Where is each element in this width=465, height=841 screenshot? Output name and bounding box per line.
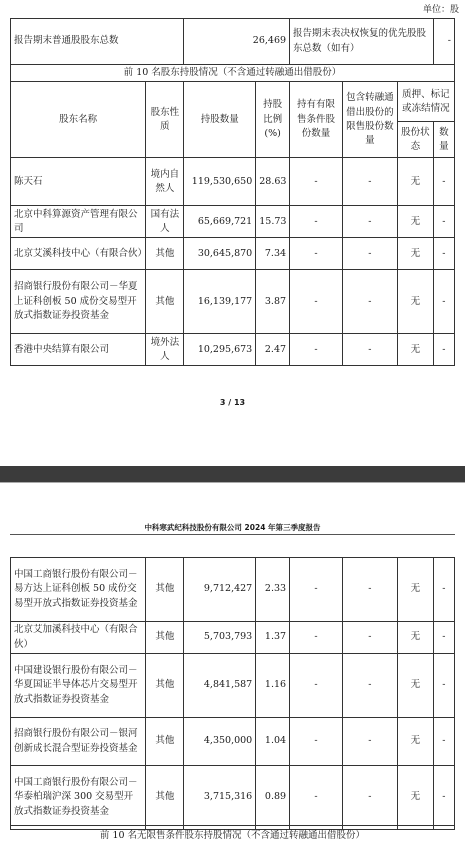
shareholder-nature: 其他	[146, 718, 184, 766]
pledge-quantity: -	[433, 270, 454, 334]
header-lent: 包含转融通借出股份的限售股份数量	[342, 82, 397, 158]
lent-restricted-shares: -	[342, 766, 397, 830]
pledge-quantity: -	[433, 622, 454, 654]
holding-ratio: 2.33	[256, 558, 290, 622]
shareholder-nature: 其他	[146, 622, 184, 654]
summary-row	[11, 19, 455, 65]
header-restricted: 持有有限售条件股份数量	[290, 82, 343, 158]
shareholder-nature: 其他	[146, 270, 184, 334]
shares-held: 119,530,650	[184, 158, 256, 206]
shareholder-name: 北京艾加溪科技中心（有限合伙）	[11, 622, 146, 654]
shares-held: 4,841,587	[184, 654, 256, 718]
shares-held: 30,645,870	[184, 238, 256, 270]
header-ratio: 持股比例(%)	[256, 82, 290, 158]
shareholder-nature: 其他	[146, 766, 184, 830]
table-row	[11, 622, 455, 654]
holding-ratio: 2.47	[256, 334, 290, 366]
lent-restricted-shares: -	[342, 622, 397, 654]
pledge-status: 无	[397, 558, 433, 622]
holding-ratio: 15.73	[256, 206, 290, 238]
restricted-shares: -	[290, 622, 343, 654]
shareholder-table-page2	[10, 557, 455, 830]
shareholder-name: 北京中科算源资产管理有限公司	[11, 206, 146, 238]
restricted-shares: -	[290, 238, 343, 270]
restricted-shares: -	[290, 206, 343, 238]
restricted-shares: -	[290, 766, 343, 830]
shareholder-name: 陈天石	[11, 158, 146, 206]
section-title-row	[11, 65, 455, 82]
holding-ratio: 1.04	[256, 718, 290, 766]
shares-held: 4,350,000	[184, 718, 256, 766]
holding-ratio: 7.34	[256, 238, 290, 270]
holding-ratio: 1.16	[256, 654, 290, 718]
pledge-status: 无	[397, 206, 433, 238]
restricted-shares: -	[290, 718, 343, 766]
table-row	[11, 766, 455, 830]
shareholder-nature: 境内自然人	[146, 158, 184, 206]
shareholder-name: 香港中央结算有限公司	[11, 334, 146, 366]
restricted-shares: -	[290, 158, 343, 206]
header-pledge-status: 股份状态	[397, 122, 433, 158]
shares-held: 65,669,721	[184, 206, 256, 238]
shareholder-name: 招商银行股份有限公司－华夏上证科创板 50 成份交易型开放式指数证券投资基金	[11, 270, 146, 334]
lent-restricted-shares: -	[342, 558, 397, 622]
pledge-quantity: -	[433, 766, 454, 830]
lent-restricted-shares: -	[342, 654, 397, 718]
holding-ratio: 3.87	[256, 270, 290, 334]
shareholder-nature: 其他	[146, 238, 184, 270]
shareholder-name: 中国工商银行股份有限公司－华泰柏瑞沪深 300 交易型开放式指数证券投资基金	[11, 766, 146, 830]
shareholder-table-page1	[10, 18, 455, 366]
shares-held: 3,715,316	[184, 766, 256, 830]
shares-held: 5,703,793	[184, 622, 256, 654]
pledge-status: 无	[397, 158, 433, 206]
lent-restricted-shares: -	[342, 158, 397, 206]
unit-label: 单位：股	[422, 5, 459, 15]
page-gap	[0, 466, 465, 482]
pref-holders-value: -	[433, 19, 454, 65]
header-pledge: 质押、标记或冻结情况	[397, 82, 454, 122]
shareholder-nature: 其他	[146, 558, 184, 622]
pledge-quantity: -	[433, 334, 454, 366]
table-row	[11, 206, 455, 238]
pledge-quantity: -	[433, 158, 454, 206]
table-row	[11, 238, 455, 270]
restricted-shares: -	[290, 334, 343, 366]
pledge-status: 无	[397, 766, 433, 830]
shares-held: 16,139,177	[184, 270, 256, 334]
shareholder-name: 招商银行股份有限公司－银河创新成长混合型证券投资基金	[11, 718, 146, 766]
table-row	[11, 718, 455, 766]
lent-restricted-shares: -	[342, 206, 397, 238]
pledge-status: 无	[397, 270, 433, 334]
shareholder-nature: 其他	[146, 654, 184, 718]
holding-ratio: 0.89	[256, 766, 290, 830]
page-gap-edge	[0, 482, 465, 483]
shareholder-name: 中国建设银行股份有限公司－华夏国证半导体芯片交易型开放式指数证券投资基金	[11, 654, 146, 718]
common-holders-label: 报告期末普通股股东总数	[11, 19, 184, 65]
pledge-status: 无	[397, 334, 433, 366]
restricted-shares: -	[290, 270, 343, 334]
table-row	[11, 270, 455, 334]
shareholder-nature: 境外法人	[146, 334, 184, 366]
pledge-quantity: -	[433, 718, 454, 766]
section-title: 前 10 名股东持股情况（不含通过转融通出借股份）	[11, 65, 455, 82]
shareholder-name: 中国工商银行股份有限公司－易方达上证科创板 50 成份交易型开放式指数证券投资基金	[11, 558, 146, 622]
holding-ratio: 28.63	[256, 158, 290, 206]
shareholder-name: 北京艾溪科技中心（有限合伙）	[11, 238, 146, 270]
cutoff-section-title: 前 10 名无限售条件股东持股情况（不含通过转融通出借股份）	[10, 825, 455, 841]
shares-held: 10,295,673	[184, 334, 256, 366]
pledge-quantity: -	[433, 654, 454, 718]
common-holders-value: 26,469	[184, 19, 290, 65]
pledge-quantity: -	[433, 558, 454, 622]
pledge-status: 无	[397, 622, 433, 654]
header-nature: 股东性质	[146, 82, 184, 158]
restricted-shares: -	[290, 654, 343, 718]
header-pledge-qty: 数量	[433, 122, 454, 158]
holding-ratio: 1.37	[256, 622, 290, 654]
shareholder-nature: 国有法人	[146, 206, 184, 238]
restricted-shares: -	[290, 558, 343, 622]
pledge-status: 无	[397, 654, 433, 718]
table-row	[11, 654, 455, 718]
pledge-status: 无	[397, 238, 433, 270]
lent-restricted-shares: -	[342, 334, 397, 366]
page-header: 中科寒武纪科技股份有限公司 2024 年第三季度报告	[144, 523, 321, 532]
page-header-rule	[10, 534, 455, 535]
table-row	[11, 334, 455, 366]
lent-restricted-shares: -	[342, 270, 397, 334]
header-row-1	[11, 82, 455, 122]
header-shares: 持股数量	[184, 82, 256, 158]
lent-restricted-shares: -	[342, 718, 397, 766]
page-number: 3 / 13	[219, 398, 246, 407]
header-name: 股东名称	[11, 82, 146, 158]
table-row	[11, 158, 455, 206]
pledge-status: 无	[397, 718, 433, 766]
pref-holders-label: 报告期末表决权恢复的优先股股东总数（如有）	[290, 19, 434, 65]
lent-restricted-shares: -	[342, 238, 397, 270]
shares-held: 9,712,427	[184, 558, 256, 622]
table-row	[11, 558, 455, 622]
pledge-quantity: -	[433, 238, 454, 270]
pledge-quantity: -	[433, 206, 454, 238]
